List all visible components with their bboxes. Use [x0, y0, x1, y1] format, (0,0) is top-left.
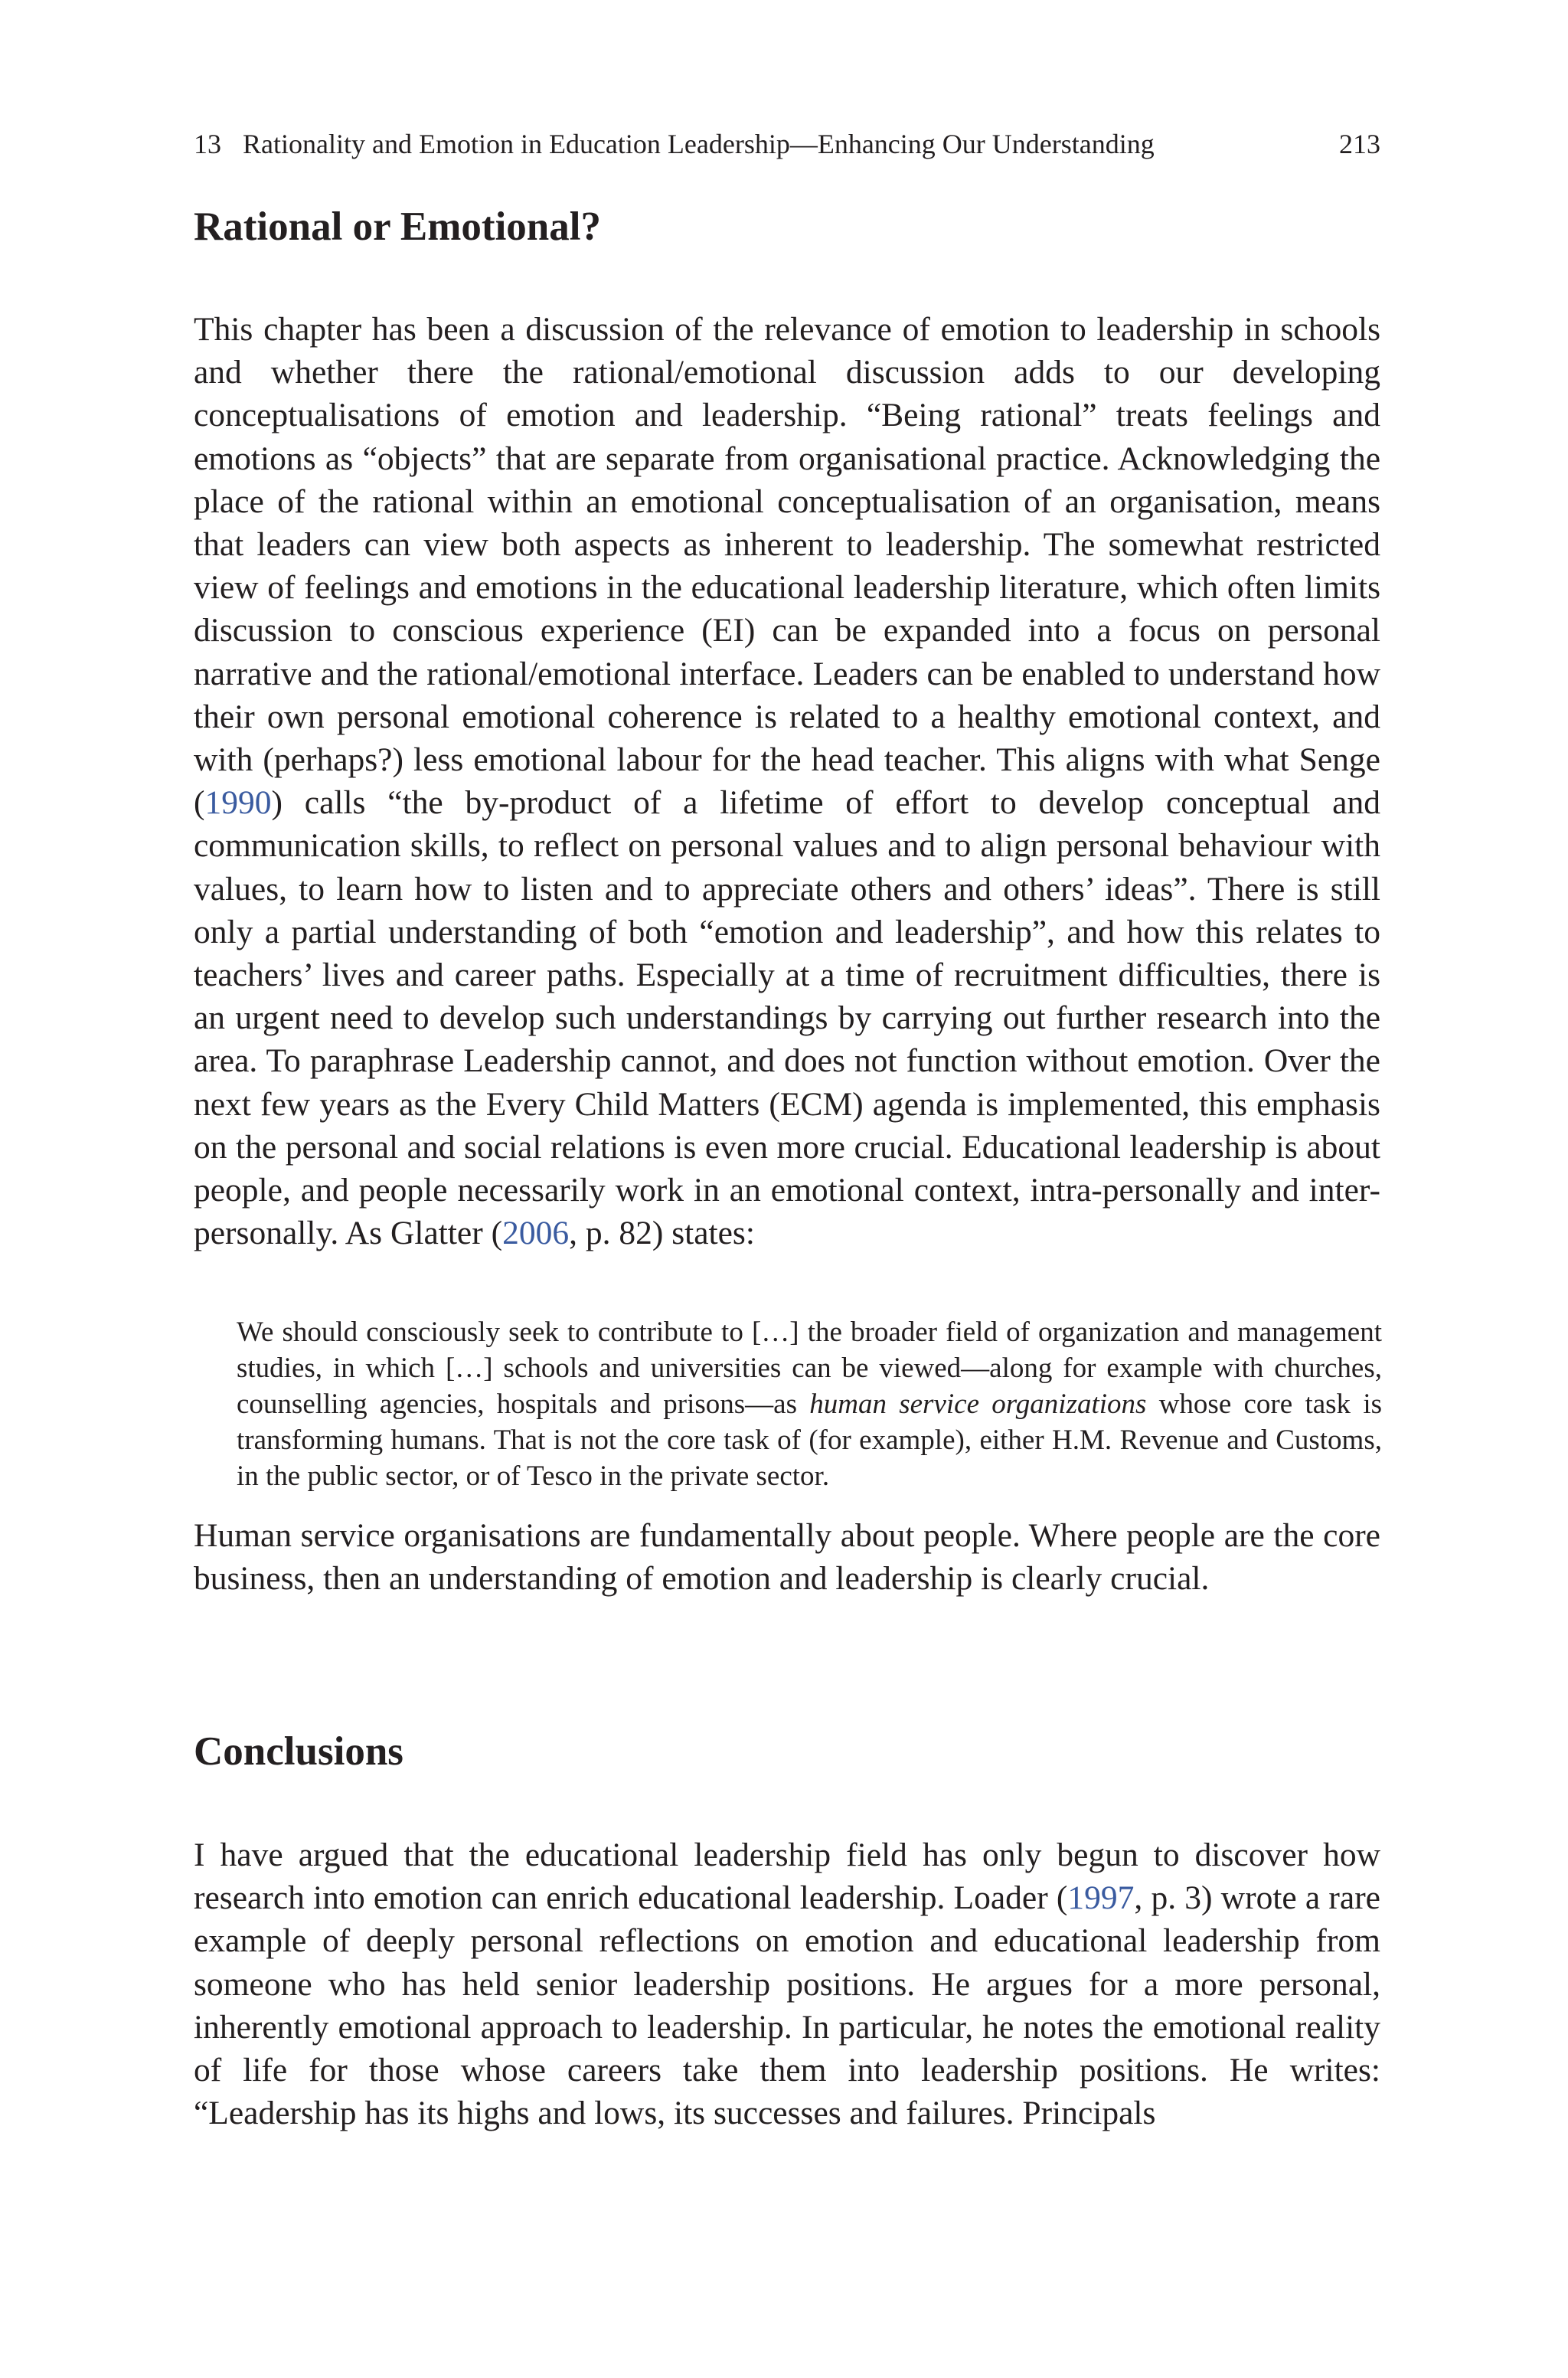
text-segment: This chapter has been a discussion of the relevance of emotion to leadership in schools and whether there the rational/emotional discussion adds to our developing conceptualisations of emotion and leadership. “Being rational” treats feelings and emotions as “objects” that are separate from organisational practice. Acknowledging the place of the rational within an emotional conceptualisation of an organisation, means that leaders can view both aspects as inherent to leadership. The somewhat restricted view of feelings and emotions in the educational leadership literature, which often limits discussion to conscious experience (EI) can be expanded into a focus on personal narrative and the rational/emotional interface. Leaders can be enabled to understand how their own personal emotional coherence is related to a healthy emotional context, and with (perhaps?) less emotional labour for the head teacher. This aligns with what Senge ( — [194, 311, 1380, 822]
chapter-title: Rationality and Emotion in Education Leadership—Enhancing Our Understanding — [243, 129, 1155, 159]
text-segment: , p. 82) states: — [569, 1215, 755, 1252]
section-heading-conclusions: Conclusions — [194, 1729, 403, 1774]
paragraph-rational-2: Human service organisations are fundamentally about people. Where people are the core business, then an understanding of emotion and leadership is clearly crucial. — [194, 1517, 1380, 1598]
chapter-number: 13 — [194, 129, 221, 159]
block-quote-glatter — [237, 1314, 1382, 1494]
quote-segment: whose core task is transforming humans. That is not the core task of (for example), either H.M. Revenue and Customs, in the public sector, or of Tesco in the private sector. — [237, 1389, 1382, 1492]
running-head-left — [194, 127, 1155, 161]
citation-link-loader-1997[interactable]: 1997 — [1067, 1879, 1135, 1917]
text-segment: , p. 3) wrote a rare example of deeply personal reflections on emotion and educational leadership from someone who has held senior leadership positions. He argues for a more personal, inherently emotional approach to leadership. In particular, he notes the emotional reality of life for those whose careers take them into leadership positions. He writes: “Leadership has its highs and lows, its successes and failures. Principals — [194, 1879, 1380, 2132]
text-segment: ) calls “the by-product of a lifetime of effort to develop conceptual and communication skills, to reflect on personal values and to align personal behaviour with values, to learn how to listen and to appreciate others and others’ ideas”. There is still only a partial understanding of both “emotion and leadership”, and how this relates to teachers’ lives and career paths. Especially at a time of recruitment difficulties, there is an urgent need to develop such understandings by carrying out further research into the area. To paraphrase Leadership cannot, and does not function without emotion. Over the next few years as the Every Child Matters (ECM) agenda is implemented, this emphasis on the personal and social relations is even more crucial. Educational leadership is about people, and people necessarily work in an emotional context, intra-personally and inter-personally. As Glatter ( — [194, 784, 1380, 1252]
citation-link-senge-1990[interactable]: 1990 — [204, 784, 272, 822]
page-number: 213 — [1339, 129, 1380, 159]
quote-italic-term: human service organizations — [809, 1389, 1147, 1420]
running-head — [194, 127, 1380, 161]
quote-segment: We should consciously seek to contribute to […] the broader field of organization and management studies, in which […] schools and universities can be viewed—along for example with churches, counselling agencies, hospitals and prisons—as — [237, 1317, 1382, 1420]
citation-link-glatter-2006[interactable]: 2006 — [502, 1215, 570, 1252]
text-segment: I have argued that the educational leadership field has only begun to discover how research into emotion can enrich educational leadership. Loader ( — [194, 1837, 1380, 1917]
section-heading-rational-or-emotional: Rational or Emotional? — [194, 204, 601, 249]
paragraph-rational-1 — [194, 308, 1380, 1254]
paragraph-conclusions-1 — [194, 1833, 1380, 2134]
